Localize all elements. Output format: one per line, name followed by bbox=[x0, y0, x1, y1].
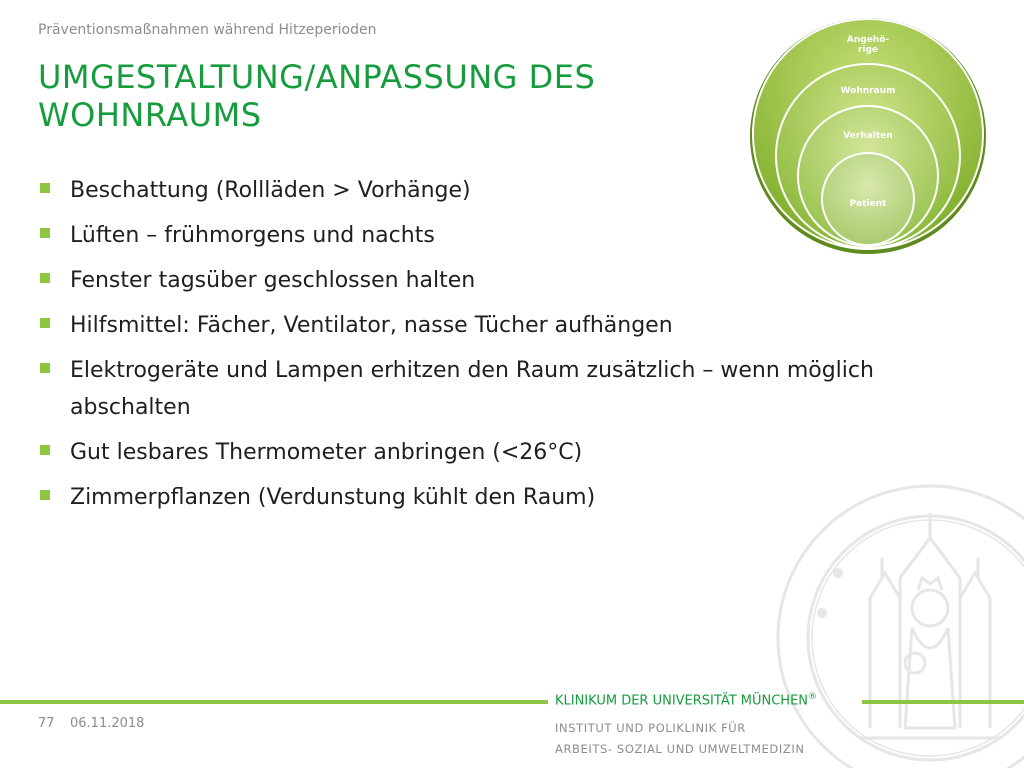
bullet-item bbox=[38, 352, 938, 426]
footer-brand bbox=[555, 692, 817, 708]
bullet-text: Fenster tagsüber geschlossen halten bbox=[70, 268, 476, 293]
bullet-text: Beschattung (Rollläden > Vorhänge) bbox=[70, 178, 471, 203]
nested-circles-diagram bbox=[748, 14, 992, 258]
header-subtitle: Präventionsmaßnahmen während Hitzeperioden bbox=[38, 22, 377, 38]
bullet-text: Hilfsmittel: Fächer, Ventilator, nasse Tücher aufhängen bbox=[70, 313, 673, 338]
slide-title-line-2: WOHNRAUMS bbox=[38, 96, 262, 134]
page-number: 77 bbox=[38, 716, 55, 731]
footer-institute bbox=[555, 718, 855, 760]
bullet-text: Lüften – frühmorgens und nachts bbox=[70, 223, 435, 248]
ring-label-angehoerige-1: Angehö- bbox=[846, 35, 890, 45]
bullet-item bbox=[38, 307, 938, 344]
bullet-item bbox=[38, 434, 938, 471]
footer-brand-text: KLINIKUM DER UNIVERSITÄT MÜNCHEN bbox=[555, 693, 809, 709]
footer-green-bar-right bbox=[862, 700, 1024, 704]
bullet-marker-icon bbox=[40, 490, 50, 500]
footer-green-bar-left bbox=[0, 700, 548, 704]
slide-title-line-1: UMGESTALTUNG/ANPASSUNG DES bbox=[38, 58, 596, 96]
ring-label-patient: Patient bbox=[849, 199, 887, 209]
bullet-item bbox=[38, 262, 938, 299]
registered-mark: ® bbox=[808, 692, 818, 702]
bullet-text: Elektrogeräte und Lampen erhitzen den Raum zusätzlich – wenn möglich abschalten bbox=[70, 358, 874, 420]
ring-label-angehoerige-2: rige bbox=[857, 45, 879, 55]
bullet-text: Zimmerpflanzen (Verdunstung kühlt den Raum) bbox=[70, 485, 596, 510]
ring-label-verhalten: Verhalten bbox=[843, 131, 893, 141]
ring-label-wohnraum: Wohnraum bbox=[840, 86, 896, 96]
slide-title bbox=[38, 58, 718, 134]
bullet-marker-icon bbox=[40, 318, 50, 328]
footer-institute-line-2: ARBEITS- SOZIAL UND UMWELTMEDIZIN bbox=[555, 742, 805, 756]
footer-date: 06.11.2018 bbox=[70, 716, 145, 731]
bullet-marker-icon bbox=[40, 228, 50, 238]
bullet-text: Gut lesbares Thermometer anbringen (<26°C) bbox=[70, 440, 583, 465]
bullet-marker-icon bbox=[40, 445, 50, 455]
bullet-marker-icon bbox=[40, 273, 50, 283]
bullet-marker-icon bbox=[40, 363, 50, 373]
footer-institute-line-1: INSTITUT UND POLIKLINIK FÜR bbox=[555, 721, 746, 735]
bullet-marker-icon bbox=[40, 183, 50, 193]
